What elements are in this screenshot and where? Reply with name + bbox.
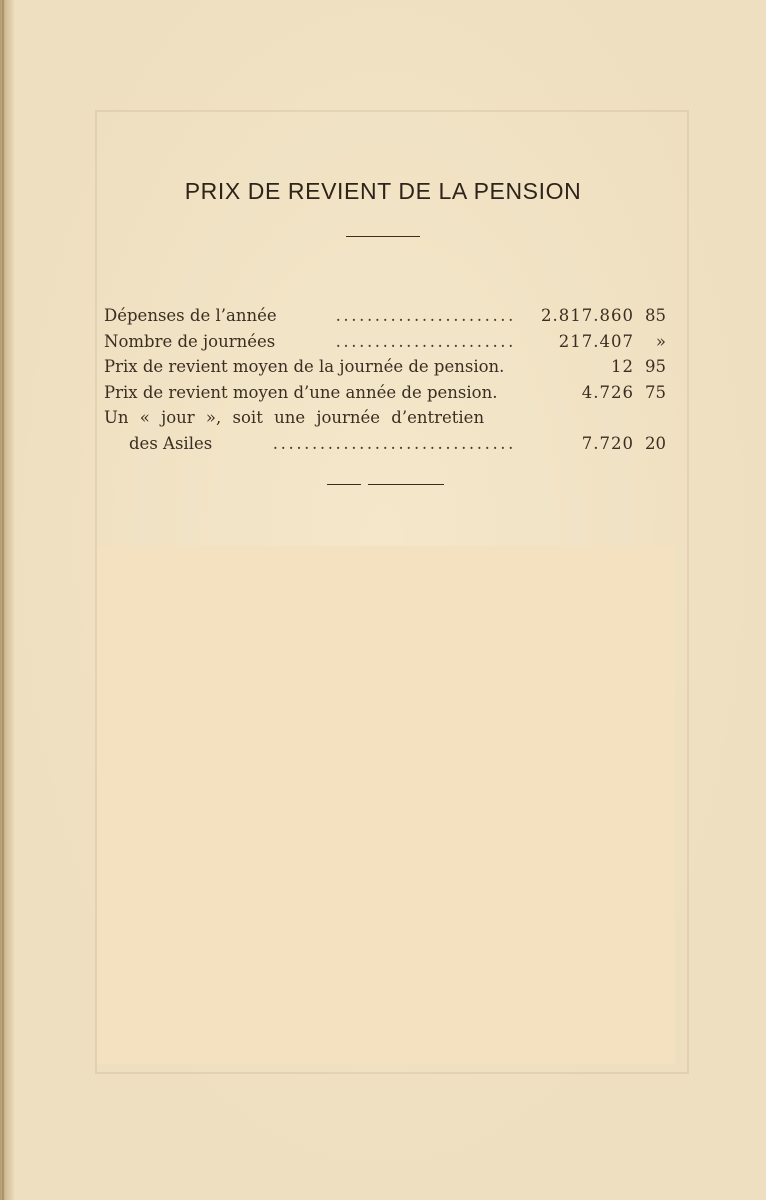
row-cents: 95: [645, 357, 666, 376]
title-divider: [346, 236, 420, 237]
row-label: Dépenses de l’année: [104, 306, 277, 325]
table-row: [104, 405, 666, 431]
page-title: PRIX DE REVIENT DE LA PENSION: [184, 178, 582, 204]
table-row: [104, 380, 666, 406]
row-cents: 75: [645, 382, 666, 402]
cost-table: [104, 303, 666, 456]
leader-dots: .......................: [335, 331, 516, 351]
row-label: des Asiles: [129, 433, 213, 453]
row-label: Prix de revient moyen de la journée de pension.: [104, 357, 505, 376]
row-cents: 20: [645, 433, 666, 453]
row-label: Prix de revient moyen d’une année de pension.: [104, 382, 498, 402]
table-row: [104, 431, 666, 457]
leader-dots: .......................: [335, 306, 516, 325]
table-row: [104, 303, 666, 329]
row-amount: 217.407: [558, 331, 634, 351]
row-amount: 2.817.860: [541, 306, 634, 325]
row-cents: »: [655, 331, 666, 351]
table-row: [104, 354, 666, 380]
blank-panel: [97, 546, 675, 1064]
row-cents: 85: [645, 306, 666, 325]
closing-rule-short: [327, 484, 361, 485]
row-amount: 7.720: [581, 433, 634, 453]
row-label: Nombre de journées: [104, 331, 276, 351]
closing-rule-long: [368, 484, 444, 485]
row-amount: 4.726: [581, 382, 634, 402]
table-row: [104, 329, 666, 355]
row-amount: 12: [611, 357, 634, 376]
row-label: Un « jour », soit une journée d’entretien: [104, 408, 485, 427]
leader-dots: ...............................: [272, 433, 516, 453]
